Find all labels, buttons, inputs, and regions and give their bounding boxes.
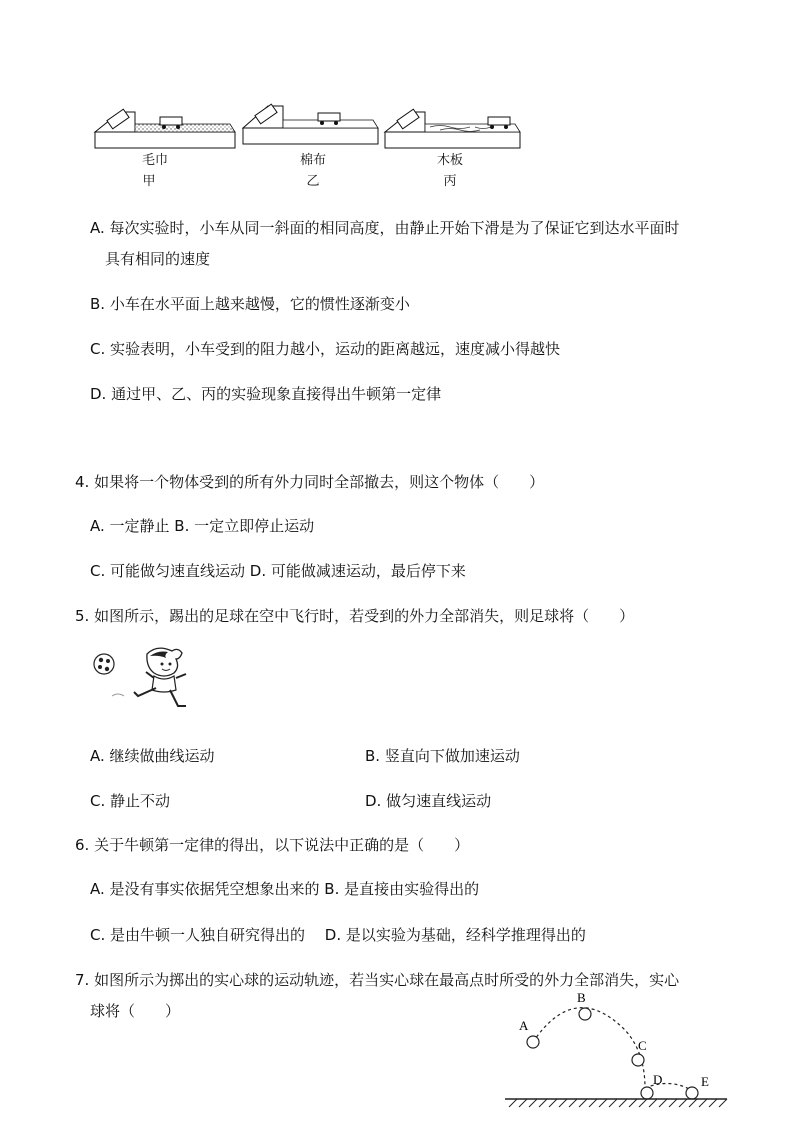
mascot-figure: [134, 648, 186, 706]
q7-stem-line2: 球将（ ）: [90, 1002, 181, 1020]
q3-option-d: D. 通过甲、乙、丙的实验现象直接得出牛顿第一定律: [90, 385, 442, 403]
soccer-ball-icon: [94, 654, 114, 674]
panel-towel-material: 毛巾: [141, 153, 168, 168]
panel-wood-material: 木板: [436, 153, 463, 168]
q3-option-b: B. 小车在水平面上越来越慢，它的惯性逐渐变小: [90, 295, 410, 313]
q3-option-a-line2: 具有相同的速度: [105, 250, 211, 268]
panel-cotton-label: 乙: [306, 174, 320, 189]
panel-cotton: [243, 104, 378, 144]
label-c: C: [638, 1038, 647, 1053]
label-d: D: [653, 1072, 663, 1087]
panel-wood-label: 丙: [443, 174, 457, 189]
panel-wood: [385, 109, 520, 148]
q7-stem-line1: 7. 如图所示为掷出的实心球的运动轨迹，若当实心球在最高点时所受的外力全部消失，实心: [75, 971, 680, 989]
q3-option-a-line1: A. 每次实验时，小车从同一斜面的相同高度，由静止开始下滑是为了保证它到达水平面时: [90, 219, 680, 237]
ground-hatch: [509, 1099, 727, 1107]
ball-a: [527, 1036, 539, 1048]
panel-cotton-material: 棉布: [299, 153, 326, 168]
ball-e: [686, 1087, 698, 1099]
q4-options-ab: A. 一定静止 B. 一定立即停止运动: [90, 517, 315, 535]
label-a: A: [519, 1018, 529, 1033]
q5-option-b: B. 竖直向下做加速运动: [365, 747, 520, 765]
ball-trajectory-figure: [505, 990, 735, 1120]
q6-stem: 6. 关于牛顿第一定律的得出，以下说法中正确的是（ ）: [75, 836, 470, 854]
panel-towel: [95, 109, 235, 148]
q3-option-c: C. 实验表明，小车受到的阻力越小，运动的距离越远，速度减小得越快: [90, 340, 561, 358]
q5-option-d: D. 做匀速直线运动: [365, 792, 492, 810]
ramp-experiment-figure: [90, 100, 530, 160]
ball-b: [579, 1008, 591, 1020]
ball-d: [641, 1087, 653, 1099]
kicking-mascot-figure: [92, 646, 202, 716]
ball-c: [632, 1054, 644, 1066]
q6-options-cd: C. 是由牛顿一人独自研究得出的 D. 是以实验为基础，经科学推理得出的: [90, 926, 586, 944]
label-b: B: [577, 990, 586, 1005]
q4-options-cd: C. 可能做匀速直线运动 D. 可能做减速运动，最后停下来: [90, 562, 466, 580]
q5-option-c: C. 静止不动: [90, 792, 171, 810]
q4-stem: 4. 如果将一个物体受到的所有外力同时全部撤去，则这个物体（ ）: [75, 473, 545, 491]
panel-towel-label: 甲: [142, 174, 156, 189]
q5-stem: 5. 如图所示，踢出的足球在空中飞行时，若受到的外力全部消失，则足球将（ ）: [75, 607, 635, 625]
label-e: E: [701, 1074, 709, 1089]
q5-option-a: A. 继续做曲线运动: [90, 747, 215, 765]
q6-options-ab: A. 是没有事实依据凭空想象出来的 B. 是直接由实验得出的: [90, 880, 480, 898]
